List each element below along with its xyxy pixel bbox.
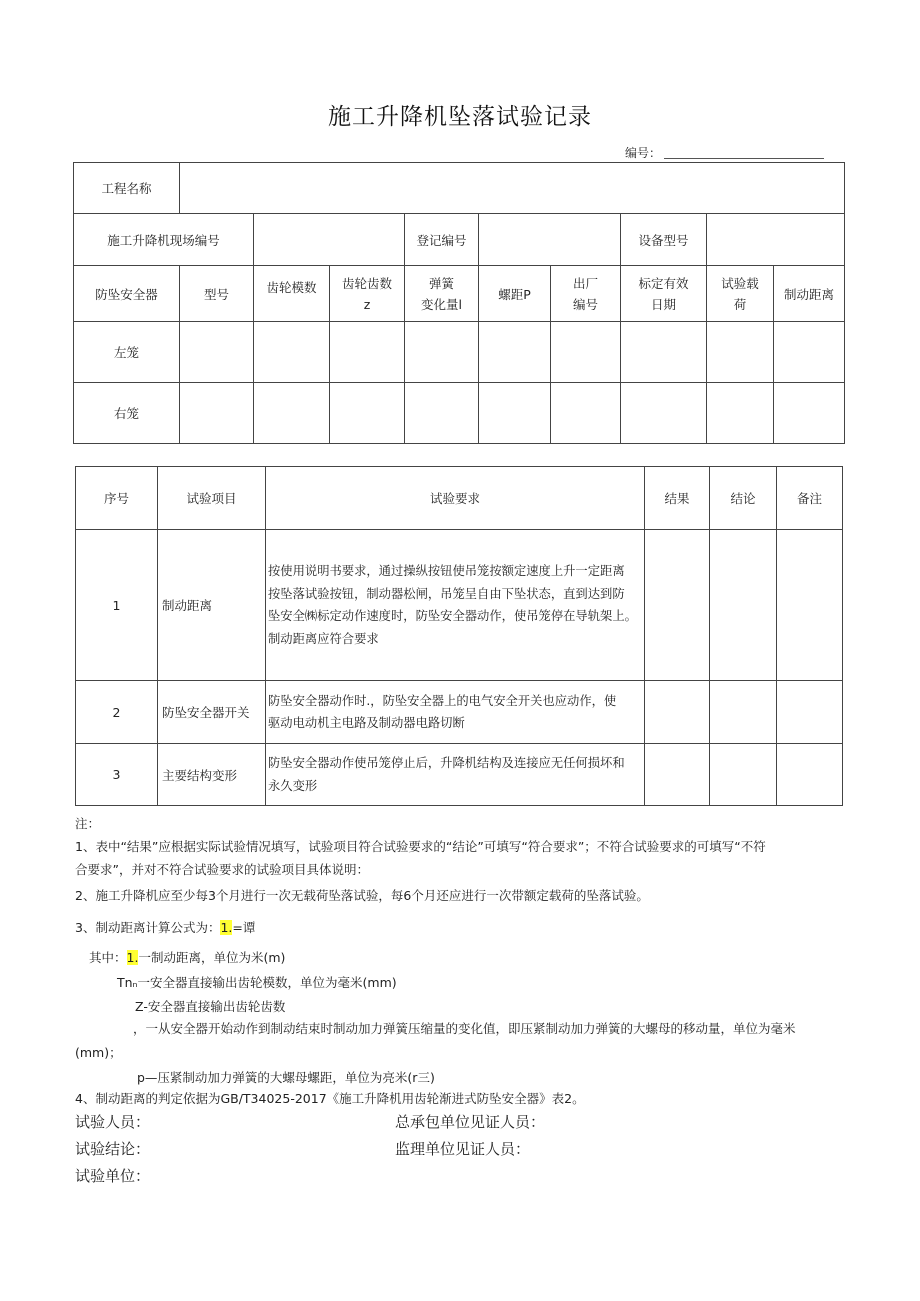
test-table (75, 466, 843, 806)
reg-no-label: 登记编号 (405, 214, 479, 266)
row-item: 主要结构变形 (158, 744, 266, 806)
cell[interactable] (774, 322, 845, 383)
def-tn: Tnₙ一安全器直接输出齿轮模数，单位为毫米(mm) (117, 975, 397, 990)
row-no: 2 (76, 681, 158, 744)
cell[interactable] (330, 383, 405, 444)
cell[interactable] (180, 322, 254, 383)
header-no: 序号 (76, 467, 158, 530)
model-label: 设备型号 (621, 214, 707, 266)
cell[interactable] (707, 383, 774, 444)
header-device: 防坠安全器 (74, 266, 180, 322)
info-table (73, 162, 845, 444)
note-1-cont: 合要求”，并对不符合试验要求的试验项目具体说明： (75, 862, 369, 877)
remark-cell[interactable] (777, 744, 843, 806)
where-line: 其中：1.一制动距离，单位为米(m) (89, 950, 286, 965)
def-p: p—压紧制动加力弹簧的大螺母螺距，单位为亮米(r三) (137, 1070, 435, 1085)
row-req: 按使用说明书要求，通过操纵按钮使吊笼按额定速度上升一定距离 按坠落试验按钮，制动器松闸，吊笼呈自由下坠状态，直到达到防 坠安全㈱标定动作速度时，防坠安全器动作，使吊笼停在导轨架上。 制动距离应符合要求 (266, 530, 645, 681)
page-title: 施工升降机坠落试验记录 (328, 104, 592, 130)
header-spring: 弹簧 变化量l (405, 266, 479, 322)
header-teeth: 齿轮齿数 z (330, 266, 405, 322)
cell[interactable] (707, 322, 774, 383)
note-1: 1、表中“结果”应根据实际试验情况填写，试验项目符合试验要求的“结论”可填写“符合要求”；不符合试验要求的可填写“不符 (75, 839, 766, 854)
header-item: 试验项目 (158, 467, 266, 530)
sig-supervisor: 监理单位见证人员： (395, 1140, 531, 1158)
conclusion-cell[interactable] (710, 744, 777, 806)
remark-cell[interactable] (777, 530, 843, 681)
doc-no-label: 编号： (625, 146, 662, 160)
cell[interactable] (551, 383, 621, 444)
cell[interactable] (330, 322, 405, 383)
header-pitch: 螺距P (479, 266, 551, 322)
sig-unit: 试验单位： (75, 1167, 151, 1185)
header-factory: 出厂 编号 (551, 266, 621, 322)
cell[interactable] (254, 322, 330, 383)
cell[interactable] (479, 322, 551, 383)
header-load: 试验载 荷 (707, 266, 774, 322)
row-no: 1 (76, 530, 158, 681)
site-no-label: 施工升降机现场编号 (74, 214, 254, 266)
row-label-right: 右笼 (74, 383, 180, 444)
site-no-field[interactable] (254, 214, 405, 266)
row-req: 防坠安全器动作使吊笼停止后，升降机结构及连接应无任何损坏和 永久变形 (266, 744, 645, 806)
project-name-label: 工程名称 (74, 163, 180, 214)
header-remark: 备注 (777, 467, 843, 530)
note-3: 3、制动距离计算公式为：1.=谭 (75, 920, 256, 935)
def-l: ，一从安全器开始动作到制动结束时制动加力弹簧压缩量的变化值，即压紧制动加力弹簧的大螺母的移动量，单位为毫米 (133, 1021, 796, 1036)
result-cell[interactable] (645, 744, 710, 806)
notes-label: 注： (75, 816, 101, 831)
cell[interactable] (621, 322, 707, 383)
reg-no-field[interactable] (479, 214, 621, 266)
header-valid: 标定有效 日期 (621, 266, 707, 322)
header-type: 型号 (180, 266, 254, 322)
header-conclusion: 结论 (710, 467, 777, 530)
header-module: 齿轮模数 (254, 266, 330, 322)
result-cell[interactable] (645, 530, 710, 681)
doc-no-field[interactable] (664, 158, 824, 159)
cell[interactable] (551, 322, 621, 383)
cell[interactable] (774, 383, 845, 444)
cell[interactable] (405, 322, 479, 383)
cell[interactable] (479, 383, 551, 444)
model-field[interactable] (707, 214, 845, 266)
sig-conclusion: 试验结论： (75, 1140, 151, 1158)
def-l-cont: (mm)； (75, 1045, 122, 1060)
remark-cell[interactable] (777, 681, 843, 744)
cell[interactable] (405, 383, 479, 444)
row-no: 3 (76, 744, 158, 806)
highlight: 1. (126, 950, 139, 965)
header-result: 结果 (645, 467, 710, 530)
header-brake: 制动距离 (774, 266, 845, 322)
row-item: 制动距离 (158, 530, 266, 681)
conclusion-cell[interactable] (710, 681, 777, 744)
def-z: Z-安全器直接输出齿轮齿数 (135, 999, 286, 1014)
result-cell[interactable] (645, 681, 710, 744)
row-label-left: 左笼 (74, 322, 180, 383)
sig-tester: 试验人员： (75, 1113, 151, 1131)
conclusion-cell[interactable] (710, 530, 777, 681)
highlight: 1. (220, 920, 233, 935)
cell[interactable] (621, 383, 707, 444)
note-2: 2、施工升降机应至少每3个月进行一次无载荷坠落试验，每6个月还应进行一次带额定载荷的坠落试验。 (75, 888, 649, 903)
row-req: 防坠安全器动作时.，防坠安全器上的电气安全开关也应动作，使 驱动电动机主电路及制动器电路切断 (266, 681, 645, 744)
cell[interactable] (180, 383, 254, 444)
header-req: 试验要求 (266, 467, 645, 530)
row-item: 防坠安全器开关 (158, 681, 266, 744)
project-name-field[interactable] (180, 163, 845, 214)
cell[interactable] (254, 383, 330, 444)
sig-contractor: 总承包单位见证人员： (395, 1113, 546, 1131)
note-4: 4、制动距离的判定依据为GB/T34025-2017《施工升降机用齿轮渐进式防坠安全器》表2。 (75, 1091, 585, 1106)
